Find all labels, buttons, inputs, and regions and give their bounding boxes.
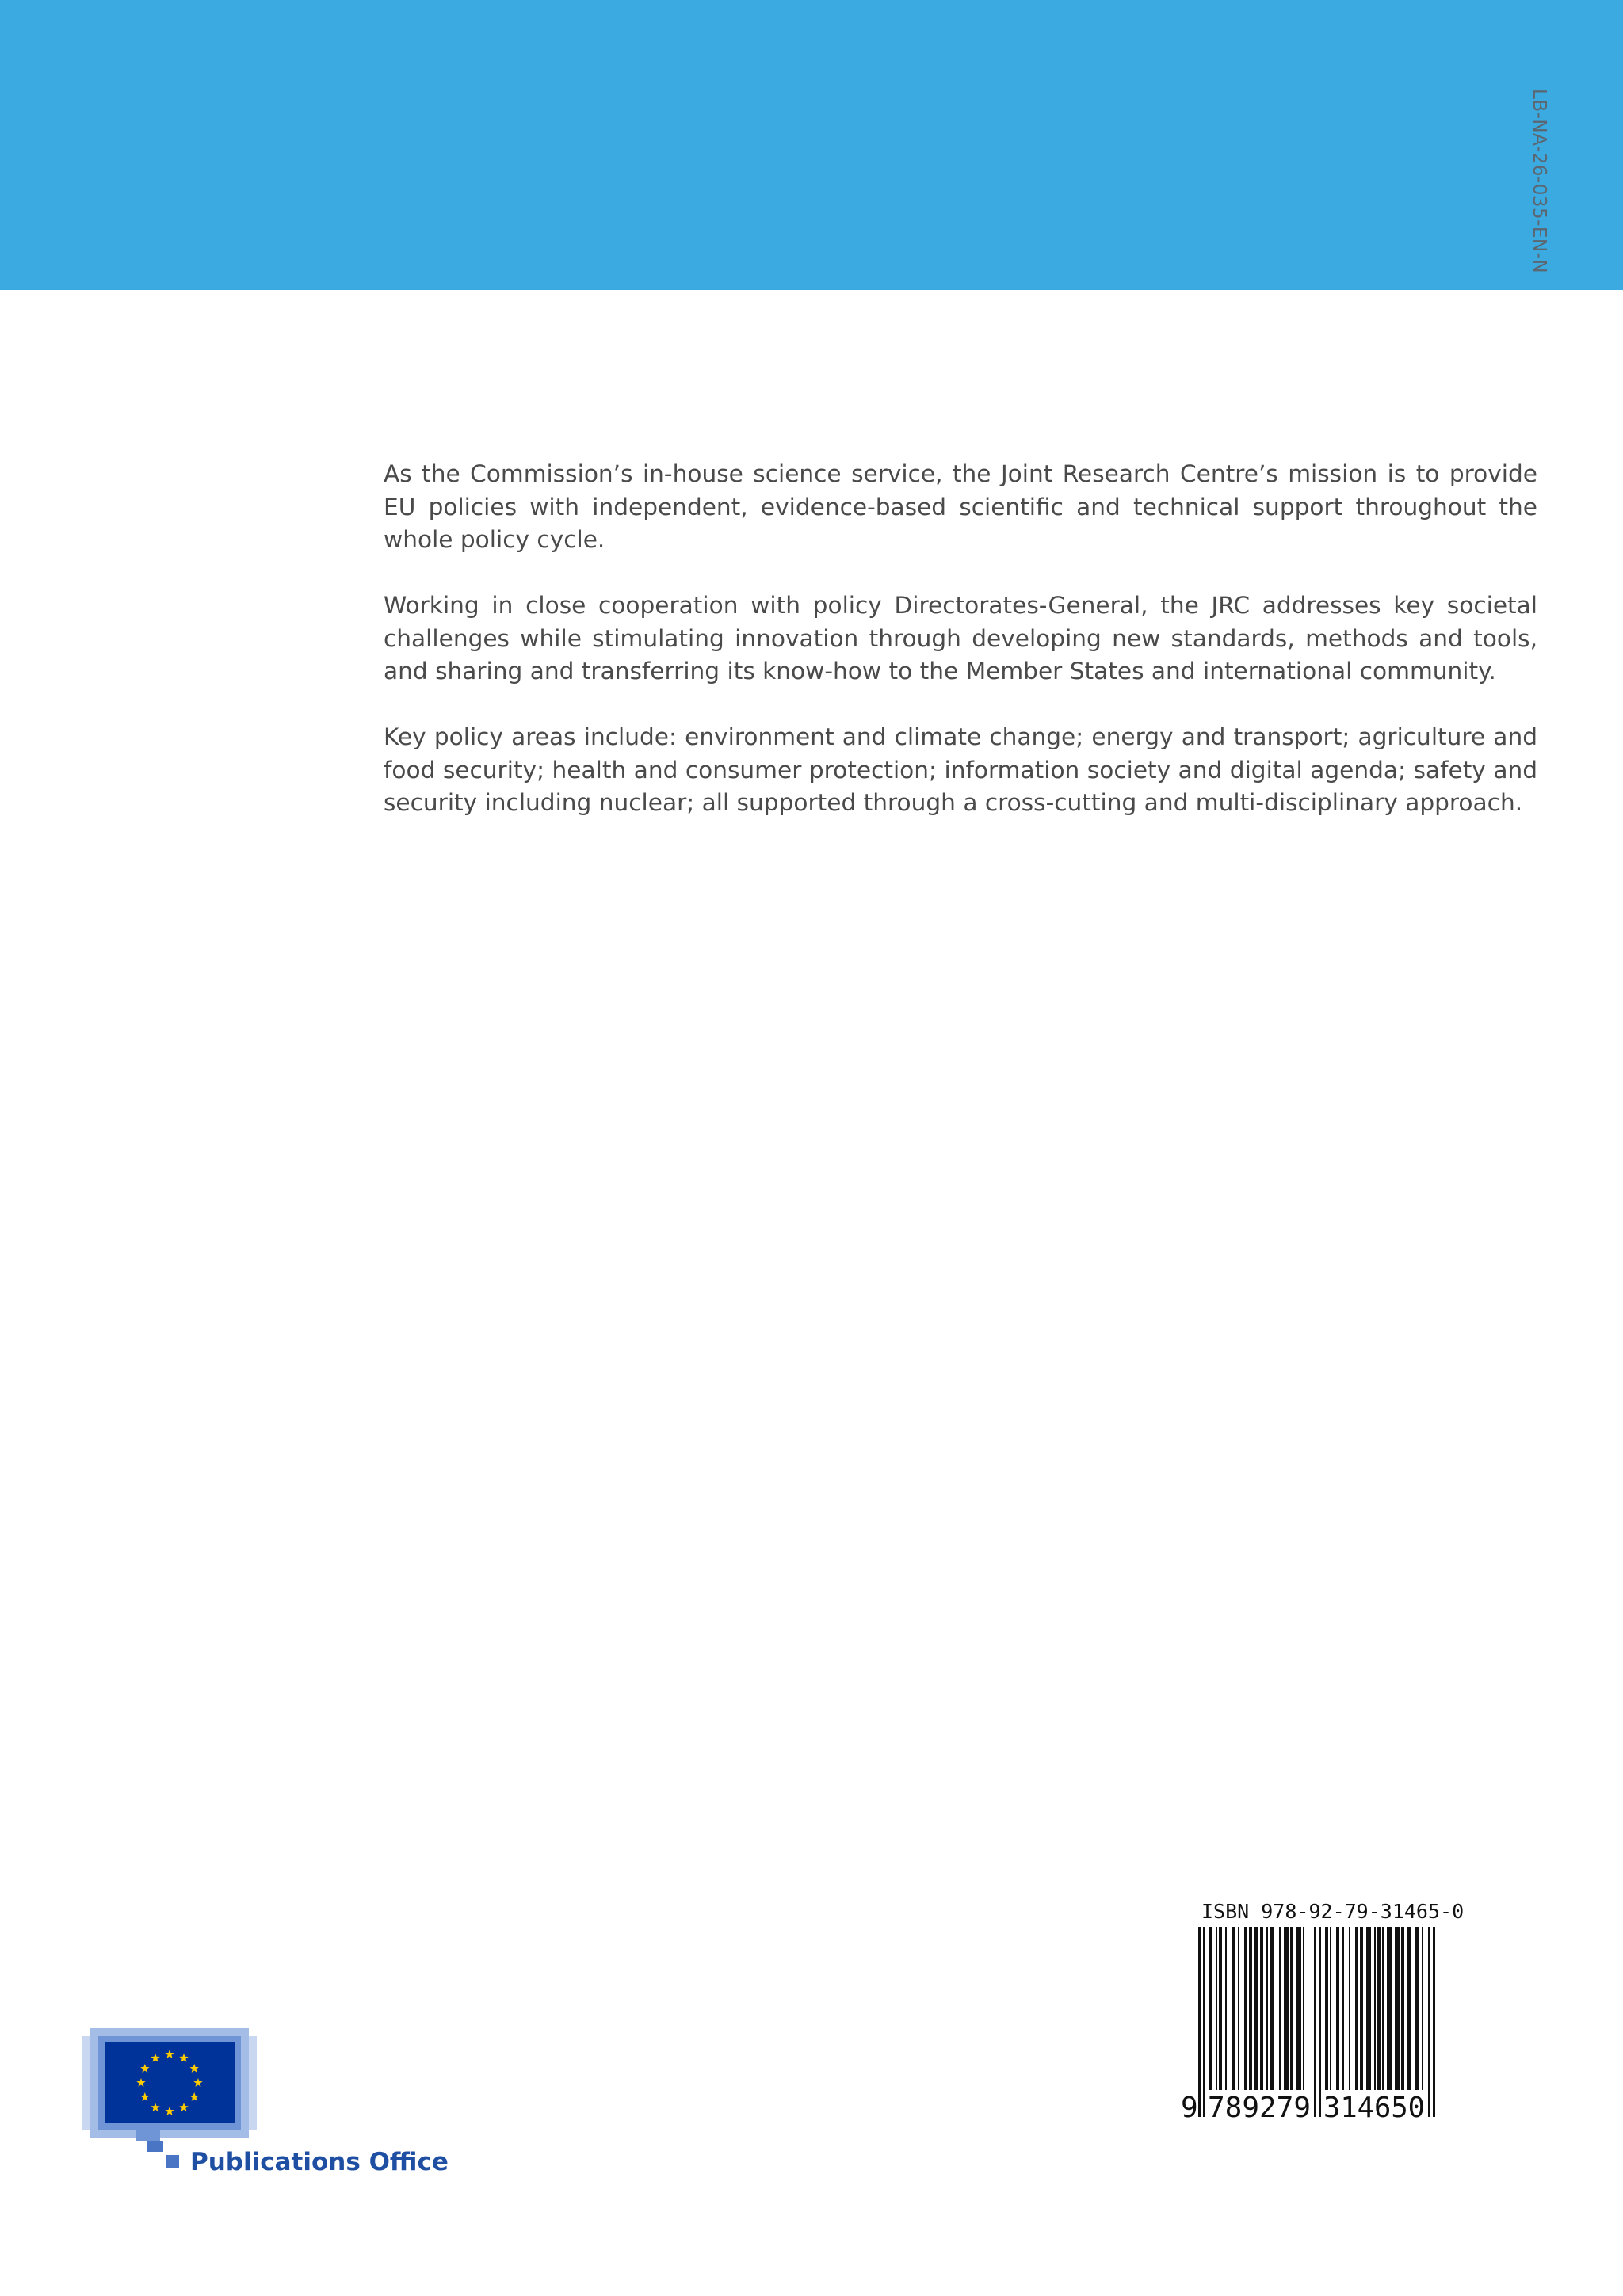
barcode-bar	[1303, 1927, 1304, 2095]
barcode-bar	[1260, 1927, 1263, 2095]
barcode-bar	[1209, 1927, 1212, 2095]
barcode-bar	[1349, 1927, 1350, 2095]
barcode-icon	[1179, 1927, 1449, 2122]
paragraph-mission: As the Commission’s in-house science service, the Joint Research Centre’s mission is to provide EU policies with independent, evidence-based scientific and technical support throughout the whole policy cycle.	[384, 460, 1537, 553]
isbn-label: ISBN 978-92-79-31465-0	[1201, 1900, 1465, 1923]
publications-office-label: Publications Office	[190, 2148, 449, 2176]
barcode-bar	[1296, 1927, 1301, 2095]
barcode-bar	[1290, 1927, 1293, 2095]
barcode-bar	[1387, 1927, 1392, 2095]
paragraph-cooperation: Working in close cooperation with policy Directorates-General, the JRC addresses key societal challenges while stimulating innovation through developing new standards, methods and tools, and sharing and transferring its know-how to the Member States and international community.	[384, 592, 1537, 685]
barcode-bar	[1244, 1927, 1247, 2095]
barcode-bar	[1360, 1927, 1363, 2095]
barcode-bar	[1225, 1927, 1227, 2095]
barcode-bar	[1377, 1927, 1381, 2095]
barcode-bar	[1374, 1927, 1376, 2095]
barcode-bar	[1401, 1927, 1404, 2095]
catalogue-code: LB-NA-26-035-EN-N	[1529, 89, 1549, 274]
barcode-bar	[1249, 1927, 1252, 2095]
barcode-bar	[1342, 1927, 1344, 2095]
paragraph-policy-areas: Key policy areas include: environment and climate change; energy and transport; agriculture and food security; health and consumer protection; information society and digital agenda; safety and security including nuclear; all supported through a cross-cutting and multi-disciplinary approach.	[384, 723, 1537, 816]
barcode-bar	[1330, 1927, 1331, 2095]
barcode-bar	[1366, 1927, 1371, 2095]
barcode-bar	[1355, 1927, 1358, 2095]
barcode-digits-left: 789279	[1208, 2092, 1311, 2122]
barcode-digit-first: 9	[1181, 2092, 1198, 2122]
barcode-bar	[1382, 1927, 1384, 2095]
description-text	[384, 458, 1537, 852]
barcode-bar	[1254, 1927, 1258, 2095]
barcode-bar	[1216, 1927, 1217, 2095]
barcode-bar	[1395, 1927, 1400, 2095]
barcode-bar	[1232, 1927, 1235, 2095]
barcode-bar	[1284, 1927, 1289, 2095]
publications-office-logo	[79, 2025, 449, 2183]
barcode-bar	[1219, 1927, 1222, 2095]
barcode-bar	[1279, 1927, 1281, 2095]
barcode-bar	[1415, 1927, 1419, 2095]
barcode-bar	[1266, 1927, 1268, 2095]
top-color-band	[0, 0, 1623, 290]
barcode-bar	[1422, 1927, 1423, 2095]
barcode-bar	[1238, 1927, 1239, 2095]
barcode-bar	[1407, 1927, 1411, 2095]
isbn-barcode-block	[1179, 1900, 1465, 2122]
barcode-bar	[1325, 1927, 1328, 2095]
barcode-bar	[1270, 1927, 1274, 2095]
barcode-bar	[1336, 1927, 1339, 2095]
barcode-digits-right: 314650	[1323, 2092, 1425, 2122]
logo-accent-square	[166, 2155, 179, 2168]
